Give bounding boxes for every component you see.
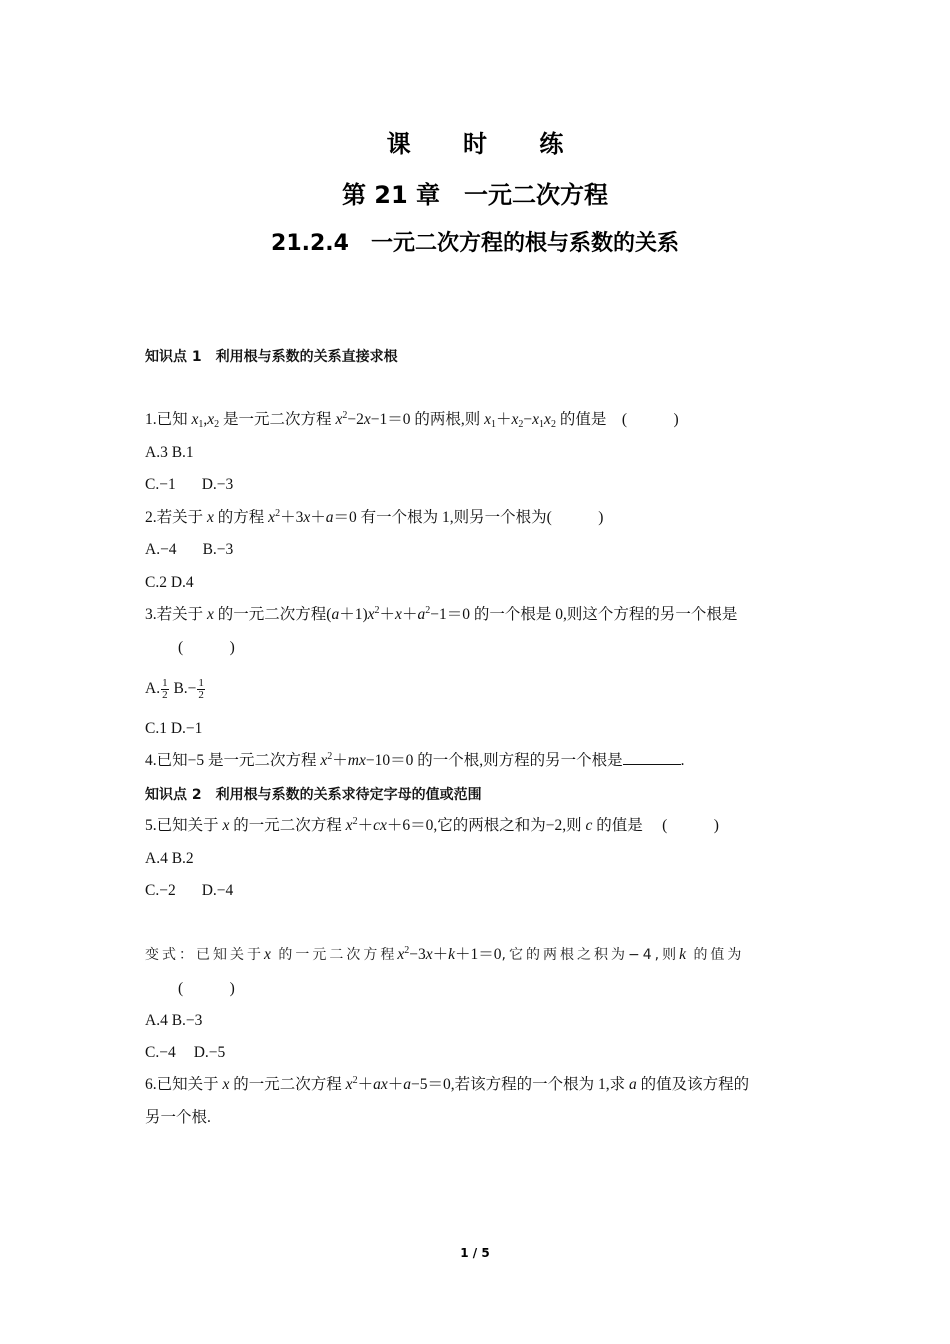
question-5-options-ab (145, 848, 825, 870)
question-6-line-2: 另一个根. (145, 1109, 211, 1126)
doc-title: 课 时 练 (386, 130, 586, 158)
question-6: 6.已知关于 x 的一元二次方程 $x^2+ax+a-5=0$,若该方程的一个根为 1,求 a 的值及该方程的 (145, 1075, 750, 1093)
option-b: B.−3 (171, 1012, 203, 1029)
question-2-options-ab (145, 539, 825, 561)
option-d: D.−5 (193, 1044, 226, 1061)
option-c: C.2 (145, 574, 167, 591)
question-3: 3.若关于 x 的一元二次方程$(a+1)x^2+x+a^2-1=0$ 的一个根是 0,则这个方程的另一个根是 (145, 605, 738, 623)
chapter-title: 第 21 章 一元二次方程 (341, 181, 609, 209)
option-b: B.− (173, 680, 197, 698)
question-3-options-cd (145, 718, 825, 740)
question-1: 1.已知 $x_1,x_2$ 是一元二次方程 $x^2-2x-1=0$ 的两根,则 $x_1+x_2-x_1x_2$ 的值是 ( ) (145, 410, 679, 430)
question-2-options-cd (145, 572, 825, 594)
variant-question: 变式：已知关于x 的一元二次方程$x^2-3x+k+1=0$,它的两根之积为−4,则k 的值为 (145, 945, 745, 963)
answer-blank[interactable] (623, 750, 681, 765)
option-b: B.−3 (202, 541, 234, 558)
option-a: A.3 (145, 444, 168, 461)
option-c: C.−2 (145, 882, 176, 899)
option-d: D.−4 (201, 882, 234, 899)
question-4: 4.已知−5 是一元二次方程 $x^2+mx-10=0$ 的一个根,则方程的另一个根是 . (145, 751, 685, 769)
variant-options-ab (145, 1010, 825, 1032)
question-3-options-ab (145, 678, 825, 701)
option-d: D.4 (170, 574, 194, 591)
question-1-options-cd (145, 474, 825, 496)
option-a: A.4 (145, 850, 168, 867)
variant-options-cd (145, 1042, 825, 1064)
question-1-options-ab (145, 442, 825, 464)
fraction-one-half: $\frac{1}{2}$ (162, 677, 168, 701)
section-title: 21.2.4 一元二次方程的根与系数的关系 (271, 231, 679, 256)
question-2: 2.若关于 x 的方程 $x^2+3x+a=0$ 有一个根为 1,则另一个根为( ) (145, 508, 604, 526)
question-3-bracket: ( ) (178, 639, 235, 656)
knowledge-point-1: 知识点 1 利用根与系数的关系直接求根 (145, 349, 398, 365)
question-5: 5.已知关于 x 的一元二次方程 $x^2+cx+6=0$,它的两根之和为−2,则 c 的值是 ( ) (145, 816, 719, 834)
knowledge-point-2: 知识点 2 利用根与系数的关系求待定字母的值或范围 (145, 787, 482, 803)
option-a: A.4 (145, 1012, 168, 1029)
option-c: C.−4 (145, 1044, 176, 1061)
fraction-one-half: $\frac{1}{2}$ (198, 677, 204, 701)
option-b: B.2 (171, 850, 194, 867)
page-number: 1 / 5 (460, 1246, 490, 1260)
option-a: A. (145, 680, 161, 698)
variant-bracket: ( ) (178, 980, 235, 997)
option-d: D.−3 (201, 476, 234, 493)
option-c: C.1 (145, 720, 167, 737)
question-5-options-cd (145, 880, 825, 902)
option-c: C.−1 (145, 476, 176, 493)
option-b: B.1 (171, 444, 194, 461)
option-d: D.−1 (170, 720, 203, 737)
option-a: A.−4 (145, 541, 177, 558)
